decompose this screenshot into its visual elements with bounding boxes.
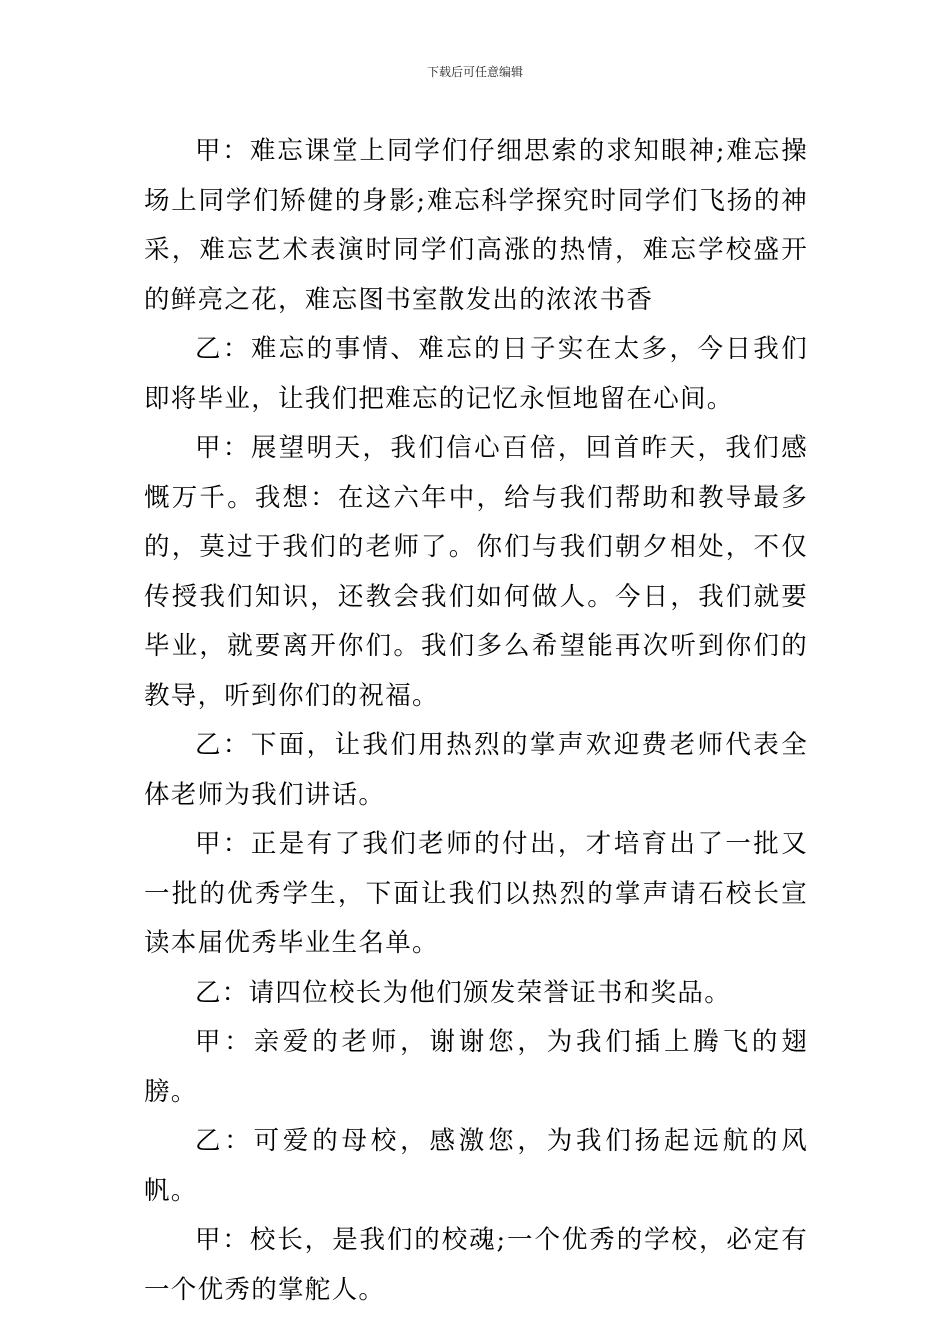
- paragraph: 甲：难忘课堂上同学们仔细思索的求知眼神;难忘操场上同学们矫健的身影;难忘科学探究时同学们飞扬的神采，难忘艺术表演时同学们高涨的热情，难忘学校盛开的鲜亮之花，难忘图书室散发出的浓浓书香: [144, 136, 808, 315]
- paragraph: 乙：可爱的母校，感激您，为我们扬起远航的风帆。: [144, 1126, 808, 1206]
- paragraph: 乙：请四位校长为他们颁发荣誉证书和奖品。: [195, 977, 732, 1008]
- paragraph: 甲：校长，是我们的校魂;一个优秀的学校，必定有一个优秀的掌舵人。: [144, 1225, 808, 1305]
- paragraph: 甲：展望明天，我们信心百倍，回首昨天，我们感慨万千。我想：在这六年中，给与我们帮助和教导最多的，莫过于我们的老师了。你们与我们朝夕相处，不仅传授我们知识，还教会我们如何做人。今日，我们就要毕业，就要离开你们。我们多么希望能再次听到你们的教导，听到你们的祝福。: [144, 433, 808, 711]
- paragraph: 甲：正是有了我们老师的付出，才培育出了一批又一批的优秀学生，下面让我们以热烈的掌声请石校长宣读本届优秀毕业生名单。: [144, 829, 808, 958]
- paragraph: 甲：亲爱的老师，谢谢您，为我们插上腾飞的翅膀。: [144, 1027, 808, 1107]
- document-body: [144, 127, 808, 1315]
- paragraph: 乙：下面，让我们用热烈的掌声欢迎费老师代表全体老师为我们讲话。: [144, 730, 808, 810]
- paragraph: 乙：难忘的事情、难忘的日子实在太多，今日我们即将毕业，让我们把难忘的记忆永恒地留在心间。: [144, 334, 808, 414]
- page-header: 下载后可任意编辑: [426, 65, 523, 79]
